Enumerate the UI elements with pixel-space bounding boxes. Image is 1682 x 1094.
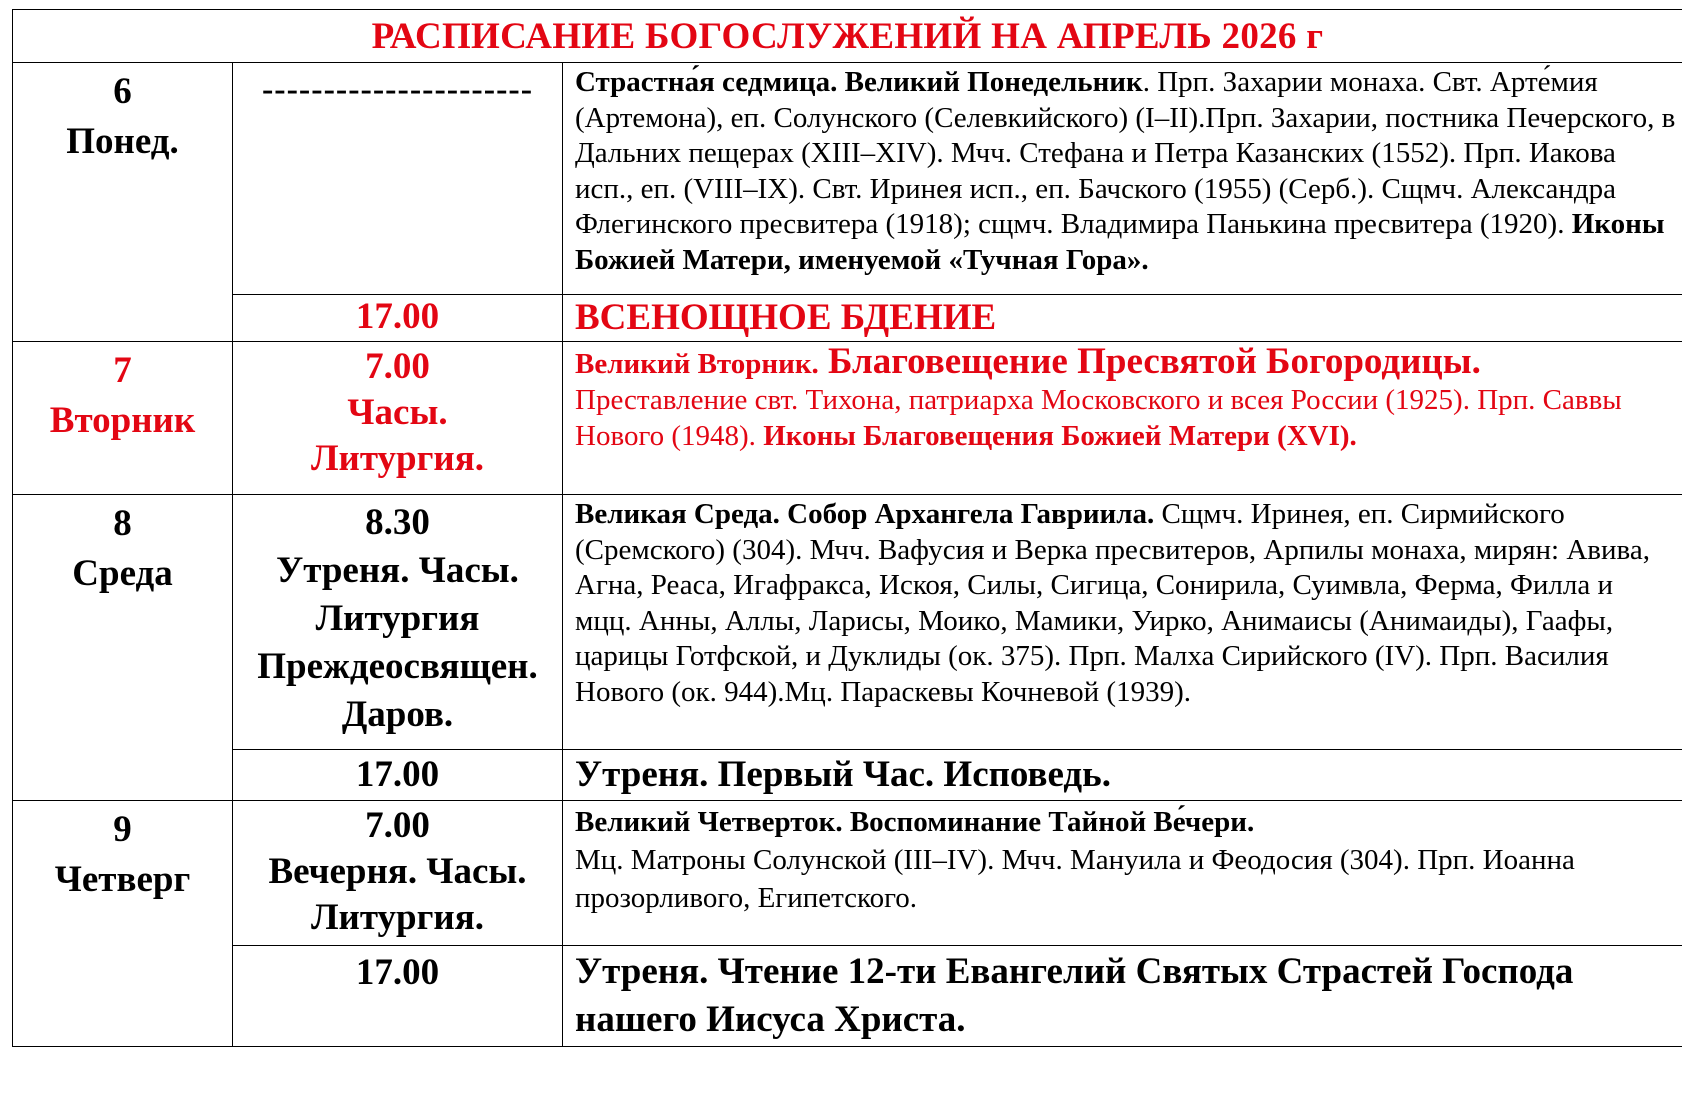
schedule-sheet <box>12 9 1682 1047</box>
day-cell-9 <box>13 801 233 1047</box>
day-description <box>563 63 1682 295</box>
service-time-value: 8.30 <box>365 502 430 543</box>
day-cell-8 <box>13 495 233 801</box>
saints-list: . Прп. Захарии монаха. Свт. Арте́мия (Артемона), еп. Солунского (Селевкийского) (I–II).Прп. Захарии, постника Печерского, в Дальних пещерах (XIII–XIV). Мчч. Стефана и Петра Казанских (1552). Прп. Иакова исп., еп. (VIII–IX). Свт. Иринея исп., еп. Бачского (1955) (Серб.). Сщмч. Александра Флегинского пресвитера (1918); сщмч. Владимира Панькина пресвитера (1920). <box>575 66 1676 240</box>
service-time <box>233 342 563 495</box>
day-row-8 <box>13 495 1682 750</box>
day-row-6 <box>13 63 1682 295</box>
saints-list: Сщмч. Иринея, еп. Сирмийского (Сремского) (304). Мчч. Вафусия и Верка пресвитеров, Арпилы монаха, мирян: Авива, Агна, Реаса, Игафракса, Искоя, Силы, Сигица, Сонирила, Суимвла, Ферма, Филла и мцц. Анны, Аллы, Ларисы, Моико, Мамики, Уирко, Анимаисы (Анимаиды), Гаафы, царицы Готфской, и Дуклиды (ок. 375). Прп. Малха Сирийского (IV). Прп. Василия Нового (ок. 944).Мц. Параскевы Кочневой (1939). <box>575 498 1650 708</box>
evening-time: 17.00 <box>233 750 563 801</box>
feast-title: Страстна́я седмица. Великий Понедельник <box>575 66 1143 98</box>
saints-list: Преставление свт. Тихона, патриарха Московского и всея России (1925). Прп. Саввы Нового (1948). <box>575 384 1622 452</box>
service-time <box>233 495 563 750</box>
evening-service: ВСЕНОЩНОЕ БДЕНИЕ <box>563 295 1682 342</box>
day-cell-6 <box>13 63 233 342</box>
service-name: Часы. <box>347 392 448 433</box>
day-weekday: Понед. <box>66 121 179 162</box>
feast-title: Великий Вторник. <box>575 348 819 380</box>
service-time <box>233 801 563 946</box>
title-row <box>13 10 1682 63</box>
feast-title: Великая Среда. Собор Архангела Гавриила. <box>575 498 1155 530</box>
day-row-9 <box>13 801 1682 946</box>
service-name: Литургия <box>315 598 480 639</box>
day-row-7 <box>13 342 1682 495</box>
service-time: ---------------------- <box>233 63 563 295</box>
service-name: Даров. <box>341 694 454 735</box>
evening-row-9 <box>13 946 1682 1047</box>
day-number: 9 <box>113 809 132 850</box>
day-number: 6 <box>113 71 132 112</box>
page-title: РАСПИСАНИЕ БОГОСЛУЖЕНИЙ НА АПРЕЛЬ 2026 г <box>13 10 1682 63</box>
evening-row-6 <box>13 295 1682 342</box>
day-description <box>563 342 1682 495</box>
day-weekday: Четверг <box>54 859 191 900</box>
feast-title: Великий Четверток. Воспоминание Тайной Ве́чери. <box>575 806 1255 838</box>
evening-time: 17.00 <box>233 946 563 1047</box>
day-cell-7 <box>13 342 233 495</box>
day-number: 8 <box>113 503 132 544</box>
service-time-value: 7.00 <box>365 805 430 846</box>
day-number: 7 <box>113 350 132 391</box>
day-weekday: Среда <box>72 553 173 594</box>
service-name: Утреня. Часы. <box>276 550 519 591</box>
evening-service: Утреня. Первый Час. Исповедь. <box>563 750 1682 801</box>
day-description <box>563 801 1682 946</box>
schedule-table <box>12 9 1682 1047</box>
evening-service: Утреня. Чтение 12-ти Евангелий Святых Страстей Господа нашего Иисуса Христа. <box>563 946 1682 1047</box>
day-description <box>563 495 1682 750</box>
service-time-value: 7.00 <box>365 346 430 387</box>
icon-commemoration: Иконы Божией Матери, именуемой «Тучная Гора». <box>575 208 1665 276</box>
evening-time: 17.00 <box>233 295 563 342</box>
icon-commemoration: Иконы Благовещения Божией Матери (XVI). <box>763 420 1357 452</box>
day-weekday: Вторник <box>49 400 196 441</box>
service-name: Литургия. <box>310 438 485 479</box>
saints-list: Мц. Матроны Солунской (III–IV). Мчч. Мануила и Феодосия (304). Прп. Иоанна прозорливого, Египетского. <box>575 844 1575 914</box>
service-name: Литургия. <box>310 897 485 938</box>
great-feast-title: Благовещение Пресвятой Богородицы. <box>818 341 1481 382</box>
service-name: Вечерня. Часы. <box>268 851 527 892</box>
service-name: Преждеосвящен. <box>257 646 538 687</box>
evening-row-8 <box>13 750 1682 801</box>
